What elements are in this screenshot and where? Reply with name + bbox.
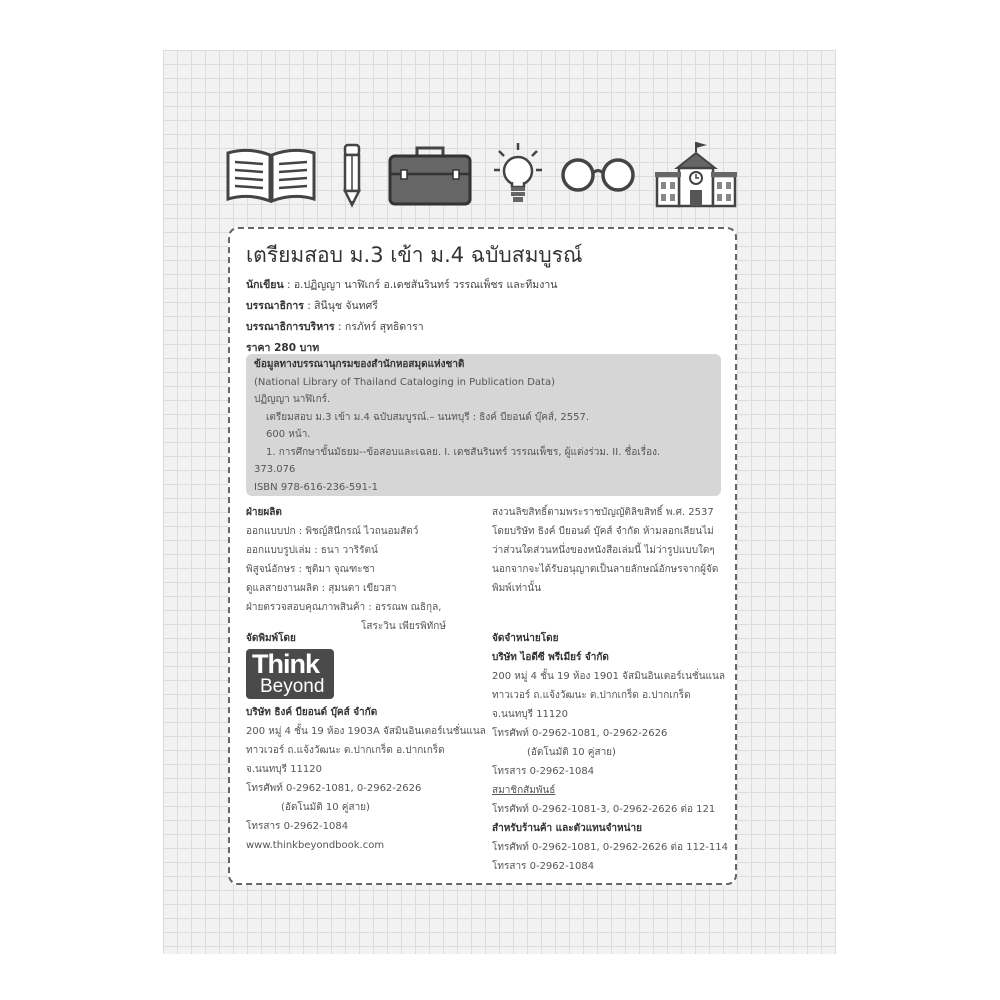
exec-editor-label: บรรณาธิการบริหาร [246, 321, 335, 333]
logo-text-beyond: Beyond [260, 676, 325, 697]
cip-line: เตรียมสอบ ม.3 เข้า ม.4 ฉบับสมบูรณ์.– นนทบุรี : ธิงค์ บียอนด์ บุ๊คส์, 2557. [266, 411, 590, 423]
publisher-heading-wrap [246, 629, 296, 648]
exec-editor-value: : กรภัทร์ สุทธิดารา [334, 321, 424, 333]
production-heading: ฝ่ายผลิต [246, 507, 282, 518]
publisher-fax: โทรสาร 0-2962-1084 [246, 821, 349, 832]
cip-subheading: (National Library of Thailand Cataloging in Publication Data) [254, 376, 556, 388]
copyright-line: โดยบริษัท ธิงค์ บียอนด์ บุ๊คส์ จำกัด ห้ามลอกเลียนไม่ [492, 526, 714, 537]
publisher-info [246, 703, 486, 855]
school-building-icon [655, 140, 737, 208]
logo-text-think: Think [252, 649, 319, 679]
distributor-name: บริษัท ไอดีซี พรีเมียร์ จำกัด [492, 652, 609, 663]
cip-line: 1. การศึกษาขั้นมัธยม--ข้อสอบและเฉลย. I. เดชสันรินทร์ วรรณเพ็ชร, ผู้แต่งร่วม. II. ชื่อเรื่อง. [266, 446, 661, 458]
shop-fax: โทรสาร 0-2962-1084 [492, 861, 595, 872]
production-team [246, 503, 446, 636]
publisher-heading: จัดพิมพ์โดย [246, 633, 296, 644]
editor-label: บรรณาธิการ [246, 300, 304, 312]
light-bulb-icon [493, 142, 543, 208]
production-line: พิสูจน์อักษร : ชุติมา จุณฑะชา [246, 564, 376, 575]
distributor-address: 200 หมู่ 4 ชั้น 19 ห้อง 1901 จัสมินอินเตอร์เนชั่นแนล [492, 671, 725, 682]
copyright-info-card [228, 227, 737, 885]
publisher-phone-note: (อัตโนมัติ 10 คู่สาย) [281, 802, 370, 813]
distributor-address: จ.นนทบุรี 11120 [492, 709, 569, 720]
production-line: ออกแบบรูปเล่ม : ธนา วาริรัตน์ [246, 545, 378, 556]
publisher-address: จ.นนทบุรี 11120 [246, 764, 323, 775]
open-book-icon [225, 145, 317, 205]
distributor-heading: จัดจำหน่ายโดย [492, 633, 559, 644]
author-label: นักเขียน [246, 279, 284, 291]
publisher-address: 200 หมู่ 4 ชั้น 19 ห้อง 1903A จัสมินอินเตอร์เนชั่นแนล [246, 726, 486, 737]
distributor-fax: โทรสาร 0-2962-1084 [492, 766, 595, 777]
copyright-line: ว่าส่วนใดส่วนหนึ่งของหนังสือเล่มนี้ ไม่ว่ารูปแบบใดๆ [492, 545, 715, 556]
cip-line: ปฏิญญา นาฬิเกร์. [254, 394, 331, 405]
editor-value: : สินีนุช จันทศรี [303, 300, 378, 312]
think-beyond-logo [246, 649, 334, 699]
production-line: ฝ่ายตรวจสอบคุณภาพสินค้า : อรรณพ ณธิกุล, [246, 602, 442, 613]
production-line: ดูแลสายงานผลิต : สุมนตา เขียวสา [246, 583, 397, 594]
copyright-line: พิมพ์เท่านั้น [492, 583, 542, 594]
cip-line: 600 หน้า. [266, 429, 311, 440]
cip-heading: ข้อมูลทางบรรณานุกรมของสำนักหอสมุดแห่งชาติ [254, 359, 465, 370]
shop-heading: สำหรับร้านค้า และตัวแทนจำหน่าย [492, 823, 642, 834]
distributor-info [492, 629, 728, 876]
publisher-name: บริษัท ธิงค์ บียอนด์ บุ๊คส์ จำกัด [246, 707, 378, 718]
pencil-icon [340, 142, 364, 208]
publisher-phone: โทรศัพท์ 0-2962-1081, 0-2962-2626 [246, 783, 422, 794]
price: ราคา 280 บาท [246, 342, 320, 354]
book-title: เตรียมสอบ ม.3 เข้า ม.4 ฉบับสมบูรณ์ [246, 243, 583, 267]
publisher-address: ทาวเวอร์ ถ.แจ้งวัฒนะ ต.ปากเกร็ด อ.ปากเกร็ด [246, 745, 445, 756]
cip-data-box [246, 354, 721, 496]
copyright-notice [492, 503, 718, 598]
briefcase-icon [387, 144, 473, 208]
cip-line: 373.076 [254, 464, 296, 475]
publisher-website[interactable]: www.thinkbeyondbook.com [246, 840, 385, 851]
credits-block [246, 275, 557, 359]
author-line [246, 275, 557, 296]
distributor-address: ทาวเวอร์ ถ.แจ้งวัฒนะ ต.ปากเกร็ด อ.ปากเกร็ด [492, 690, 691, 701]
distributor-phone: โทรศัพท์ 0-2962-1081, 0-2962-2626 [492, 728, 668, 739]
author-value: : อ.ปฏิญญา นาฬิเกร์ อ.เดชสันรินทร์ วรรณเพ็ชร และทีมงาน [283, 279, 558, 291]
production-line: โสระวิน เพียรพิทักษ์ [361, 621, 446, 632]
member-relations-phone: โทรศัพท์ 0-2962-1081-3, 0-2962-2626 ต่อ 121 [492, 804, 716, 815]
glasses-icon [560, 155, 636, 195]
decorative-icon-row [225, 140, 740, 210]
editor-line [246, 296, 557, 317]
distributor-phone-note: (อัตโนมัติ 10 คู่สาย) [527, 747, 616, 758]
copyright-line: นอกจากจะได้รับอนุญาตเป็นลายลักษณ์อักษรจากผู้จัด [492, 564, 719, 575]
member-relations-heading: สมาชิกสัมพันธ์ [492, 785, 556, 796]
cip-isbn: ISBN 978-616-236-591-1 [254, 481, 378, 493]
production-line: ออกแบบปก : พิชญ์สินีกรณ์ ไวถนอมสัตว์ [246, 526, 419, 537]
shop-phone: โทรศัพท์ 0-2962-1081, 0-2962-2626 ต่อ 112-114 [492, 842, 728, 853]
exec-editor-line [246, 317, 557, 338]
copyright-line: สงวนลิขสิทธิ์ตามพระราชบัญญัติลิขสิทธิ์ พ.ศ. 2537 [492, 507, 714, 518]
